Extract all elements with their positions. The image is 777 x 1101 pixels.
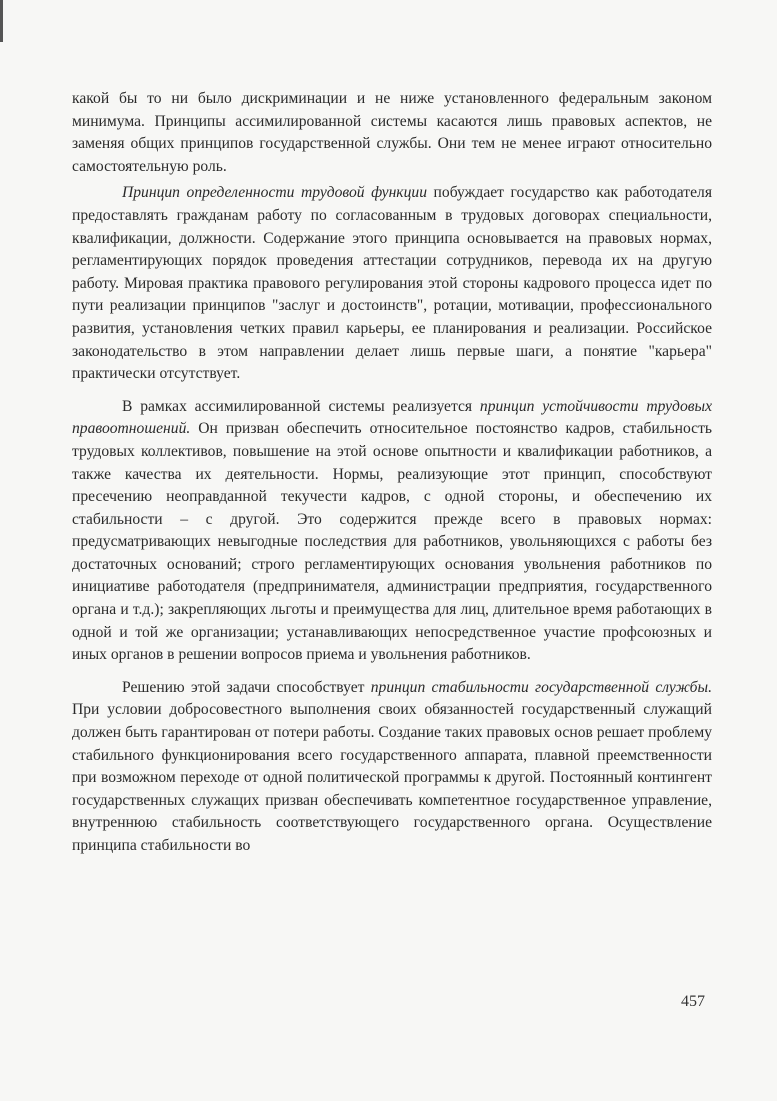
scan-edge-mark [0, 0, 3, 42]
page-body [72, 88, 712, 858]
principle-title-service-stability: принцип стабильности государственной службы. [370, 678, 712, 696]
paragraph-3-lead: В рамках ассимилированной системы реализуется [122, 397, 480, 415]
paragraph-4 [72, 677, 712, 858]
paragraph-3 [72, 396, 712, 667]
paragraph-2-text: побуждает государство как работодателя предоставлять гражданам работу по согласованным в трудовых договорах специальности, квалификации, должности. Содержание этого принципа основывается на правовых нормах, регламентирующих порядок проведения аттестации сотрудников, перевода их на другую работу. Мировая практика правового регулирования этой стороны кадрового процесса идет по пути реализации принципов "заслуг и достоинств", ротации, мотивации, профессионального развития, установления четких правил карьеры, ее планирования и реализации. Российское законодательство в этом направлении делает лишь первые шаги, а понятие "карьера" практически отсутствует. [72, 184, 712, 383]
paragraph-2 [72, 182, 712, 385]
paragraph-4-lead: Решению этой задачи способствует [122, 678, 371, 696]
principle-title-labor-function: Принцип определенности трудовой функции [122, 184, 427, 202]
principle-title-stability-relations: принцип устойчивости трудовых правоотношений. [72, 397, 712, 438]
paragraph-4-text: При условии добросовестного выполнения своих обязанностей государственный служащий должен быть гарантирован от потери работы. Создание таких правовых основ решает проблему стабильного функционирования всего государственного аппарата, плавной преемственности при возможном переходе от одной политической программы к другой. Постоянный контингент государственных служащих призван обеспечивать компетентное государственное управление, внутреннюю стабильность соответствующего государственного органа. Осуществление принципа стабильности во [72, 701, 712, 854]
paragraph-1: какой бы то ни было дискриминации и не ниже установленного федеральным законом минимума. Принципы ассимилированной системы касаются лишь правовых аспектов, не заменяя общих принципов государственной службы. Они тем не менее играют относительно самостоятельную роль. [72, 90, 712, 175]
page-number: 457 [681, 993, 705, 1010]
paragraph-3-text: Он призван обеспечить относительное постоянство кадров, стабильность трудовых коллективов, повышение на этой основе опытности и квалификации работников, а также качества их деятельности. Нормы, реализующие этот принцип, способствуют пресечению неоправданной текучести кадров, с одной стороны, и обеспечению их стабильности – с другой. Это содержится прежде всего в правовых нормах: предусматривающих невыгодные последствия для работников, увольняющихся с работы без достаточных оснований; строго регламентирующих основания увольнения работников по инициативе работодателя (предпринимателя, администрации предприятия, государственного органа и т.д.); закрепляющих льготы и преимущества для лиц, длительное время работающих в одной и той же организации; устанавливающих непосредственное участие профсоюзных и иных органов в решении вопросов приема и увольнения работников. [72, 420, 712, 664]
